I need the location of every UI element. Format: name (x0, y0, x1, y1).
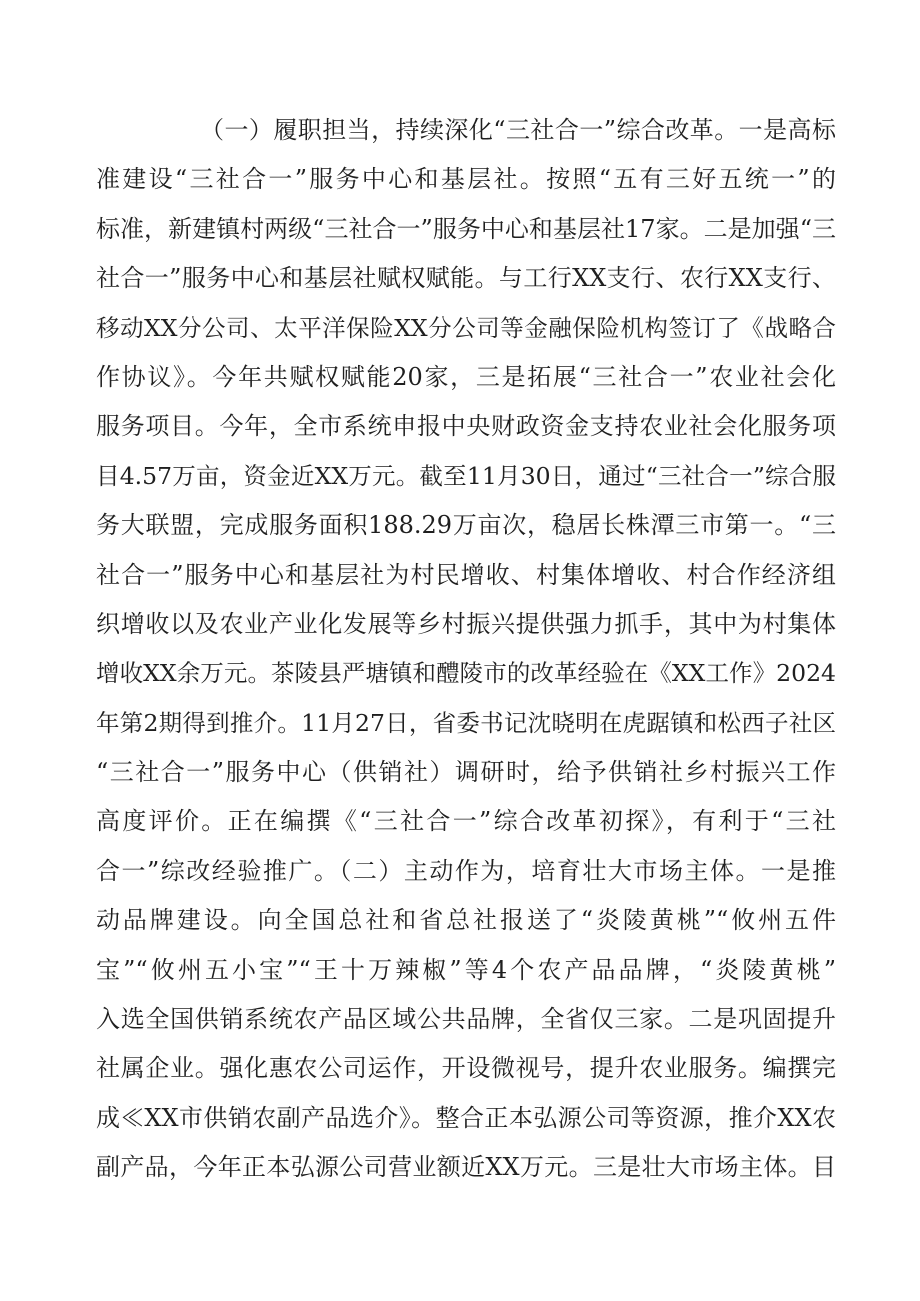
text-line: 准建设“三社合一”服务中心和基层社。按照“五有三好五统一”的 (96, 165, 836, 194)
text-line: 移动XX分公司、太平洋保险XX分公司等金融保险机构签订了《战略合 (96, 313, 836, 342)
text-line: 入选全国供销系统农产品区域公共品牌，全省仅三家。二是巩固提升 (96, 1005, 836, 1034)
text-line: 目4.57万亩，资金近XX万元。截至11月30日，通过“三社合一”综合服 (96, 461, 836, 490)
body-paragraph (96, 106, 836, 1193)
text-line: 标准，新建镇村两级“三社合一”服务中心和基层社17家。二是加强“三 (96, 214, 836, 243)
text-line: 服务项目。今年，全市系统申报中央财政资金支持农业社会化服务项 (96, 412, 836, 441)
text-line: 增收XX余万元。茶陵县严塘镇和醴陵市的改革经验在《XX工作》2024 (96, 659, 836, 688)
text-line: 务大联盟，完成服务面积188.29万亩次，稳居长株潭三市第一。“三 (96, 511, 836, 540)
text-line: 社合一”服务中心和基层社赋权赋能。与工行XX支行、农行XX支行、 (96, 264, 836, 293)
text-line: 合一”综改经验推广。（二）主动作为，培育壮大市场主体。一是推 (96, 856, 836, 885)
text-line: 作协议》。今年共赋权赋能20家，三是拓展“三社合一”农业社会化 (96, 362, 836, 391)
text-line: 动品牌建设。向全国总社和省总社报送了“炎陵黄桃”“攸州五件 (96, 906, 836, 935)
text-line: 副产品，今年正本弘源公司营业额近XX万元。三是壮大市场主体。目 (96, 1153, 836, 1182)
text-line: 社属企业。强化惠农公司运作，开设微视号，提升农业服务。编撰完 (96, 1054, 836, 1083)
text-line: 年第2期得到推介。11月27日，省委书记沈晓明在虎踞镇和松西子社区 (96, 708, 836, 737)
text-line: 成≪XX市供销农副产品选介》。整合正本弘源公司等资源，推介XX农 (96, 1103, 836, 1132)
text-line: 宝”“攸州五小宝”“王十万辣椒”等4个农产品品牌，“炎陵黄桃” (96, 955, 836, 984)
text-line: 织增收以及农业产业化发展等乡村振兴提供强力抓手，其中为村集体 (96, 609, 836, 638)
text-line: 高度评价。正在编撰《“三社合一”综合改革初探》，有利于“三社 (96, 807, 836, 836)
text-line: （一）履职担当，持续深化“三社合一”综合改革。一是高标 (200, 116, 836, 144)
text-line: 社合一”服务中心和基层社为村民增收、村集体增收、村合作经济组 (96, 560, 836, 589)
text-line: “三社合一”服务中心（供销社）调研时，给予供销社乡村振兴工作 (96, 758, 836, 787)
